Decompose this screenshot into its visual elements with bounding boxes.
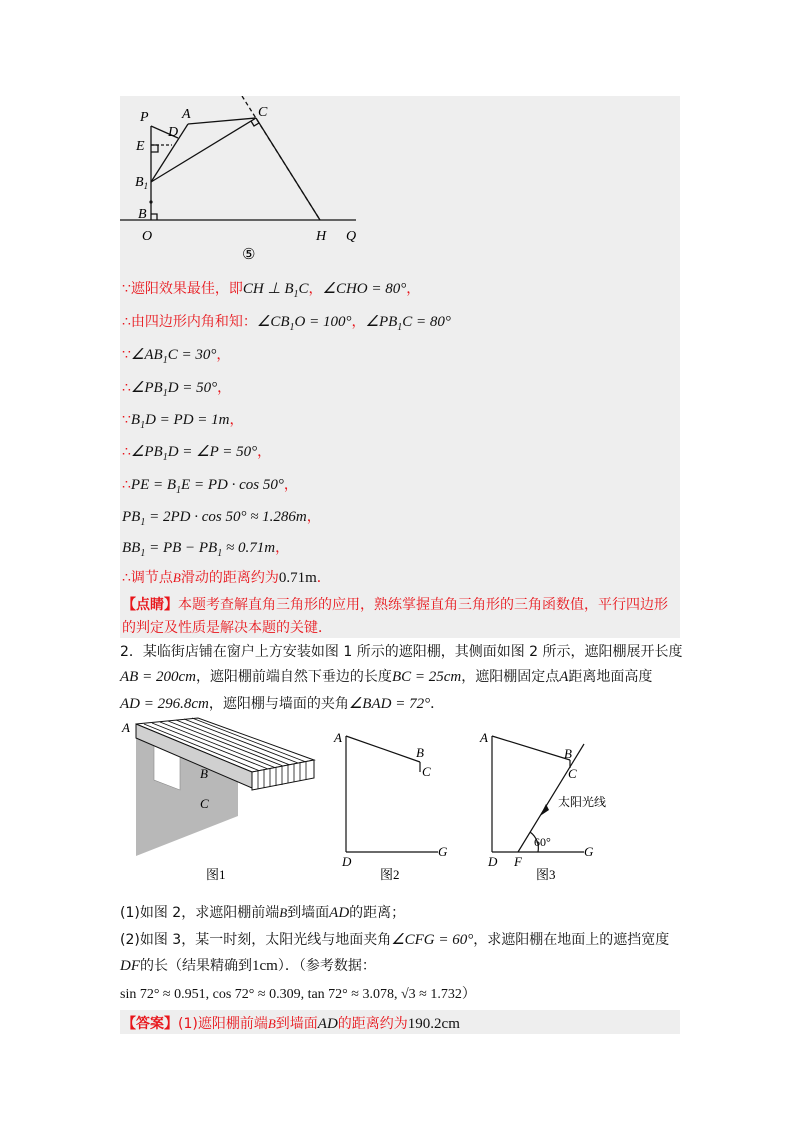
reference-data: sin 72° ≈ 0.951, cos 72° ≈ 0.309, tan 72° ≈ 3.078, √3 ≈ 1.732） [120, 987, 476, 1002]
label-E: E [136, 139, 145, 154]
label-O: O [142, 229, 153, 244]
label-D: D [168, 125, 179, 140]
comment-line-2: 的判定及性质是解决本题的关键． [122, 620, 332, 636]
solution-line-6: $\therefore\angle PB_1D$ = ∠P = 50°， [122, 444, 272, 463]
solution-line-3: $\because\angle AB_1C = 30^\circ$， [122, 347, 231, 366]
solution-line-7: ∴PE = $B_1E$ = PD · cos 50°， [122, 477, 298, 496]
fig2-caption: 图2 [380, 867, 400, 882]
label-B1: B [135, 175, 144, 190]
problem-2-line-3: AD = 296.8cm，遮阳棚与墙面的夹角∠BAD = 72°． [120, 696, 445, 712]
fig1-label-A: A [122, 720, 130, 735]
solution-line-8: $PB_1 = 2PD \cdot \cos 50^\circ \approx 1.286m$， [122, 509, 321, 528]
fig2-label-C: C [422, 764, 431, 779]
problem-2-line-1: 2．某临街店铺在窗户上方安装如图 1 所示的遮阳棚，其侧面如图 2 所示，遮阳棚展开长度 [120, 644, 683, 660]
comment-line-1: 【点睛】本题考查解直角三角形的应用，熟练掌握直角三角形的三角函数值，平行四边形 [122, 597, 668, 613]
solution-line-9: $BB_1$ = PB − $PB_1 \approx 0.71m$， [122, 540, 290, 559]
label-C: C [258, 105, 268, 120]
label-B: B [138, 207, 147, 222]
fig3-label-A: A [480, 730, 488, 745]
fig2-label-A: A [334, 730, 342, 745]
question-2: (2)如图 3，某一时刻，太阳光线与地面夹角∠CFG = 60°，求遮阳棚在地面上的遮挡宽度 [120, 932, 670, 948]
label-A: A [182, 107, 191, 122]
fig2-label-G: G [438, 844, 448, 859]
fig1-label-C: C [200, 796, 209, 811]
solution-line-5: $\because B_1D$ = PD = 1m， [122, 412, 244, 431]
figure-1-awning-photo [120, 716, 320, 886]
fig2-label-D: D [342, 854, 352, 869]
fig3-label-F: F [514, 854, 522, 869]
figure-number: ⑤ [242, 247, 256, 263]
solution-line-1: ∵遮阳效果最佳，即CH ⊥ $B_1C$，∠CHO = 80°， [122, 281, 421, 300]
fig1-label-B: B [200, 766, 208, 781]
question-2-cont: DF的长（结果精确到1cm）．（参考数据： [120, 958, 376, 974]
solution-line-10: ∴调节点B滑动的距离约为0.71m． [122, 570, 331, 586]
label-H: H [316, 229, 327, 244]
fig3-label-G: G [584, 844, 594, 859]
solution-line-4: $\therefore\angle PB_1D = 50^\circ$， [122, 380, 232, 399]
fig2-label-B: B [416, 745, 424, 760]
label-B1-sub: 1 [143, 181, 149, 191]
label-P: P [140, 110, 149, 125]
figure-5 [120, 96, 380, 266]
figure-2-side-view [330, 716, 460, 886]
fig3-sunlight-label: 太阳光线 [558, 795, 607, 809]
fig1-caption: 图1 [206, 867, 226, 882]
fig3-label-D: D [488, 854, 498, 869]
figure-3-sunlight [476, 716, 616, 886]
solution-line-2: ∴由四边形内角和知：$\angle CB_1O = 100^\circ$，$\angle PB_1C = 80^\circ$ [122, 314, 451, 333]
fig3-label-C: C [568, 766, 577, 781]
fig3-angle-label: 60° [534, 835, 551, 849]
answer-line: 【答案】(1)遮阳棚前端B到墙面AD的距离约为190.2cm [122, 1016, 460, 1032]
problem-2-line-2: AB = 200cm，遮阳棚前端自然下垂边的长度BC = 25cm，遮阳棚固定点A距离地面高度 [120, 669, 653, 685]
fig3-label-B: B [564, 746, 572, 761]
svg-text:B1 [135, 175, 148, 191]
question-1: (1)如图 2，求遮阳棚前端B到墙面AD的距离； [120, 905, 406, 921]
label-Q: Q [346, 229, 357, 244]
fig3-caption: 图3 [536, 867, 556, 882]
